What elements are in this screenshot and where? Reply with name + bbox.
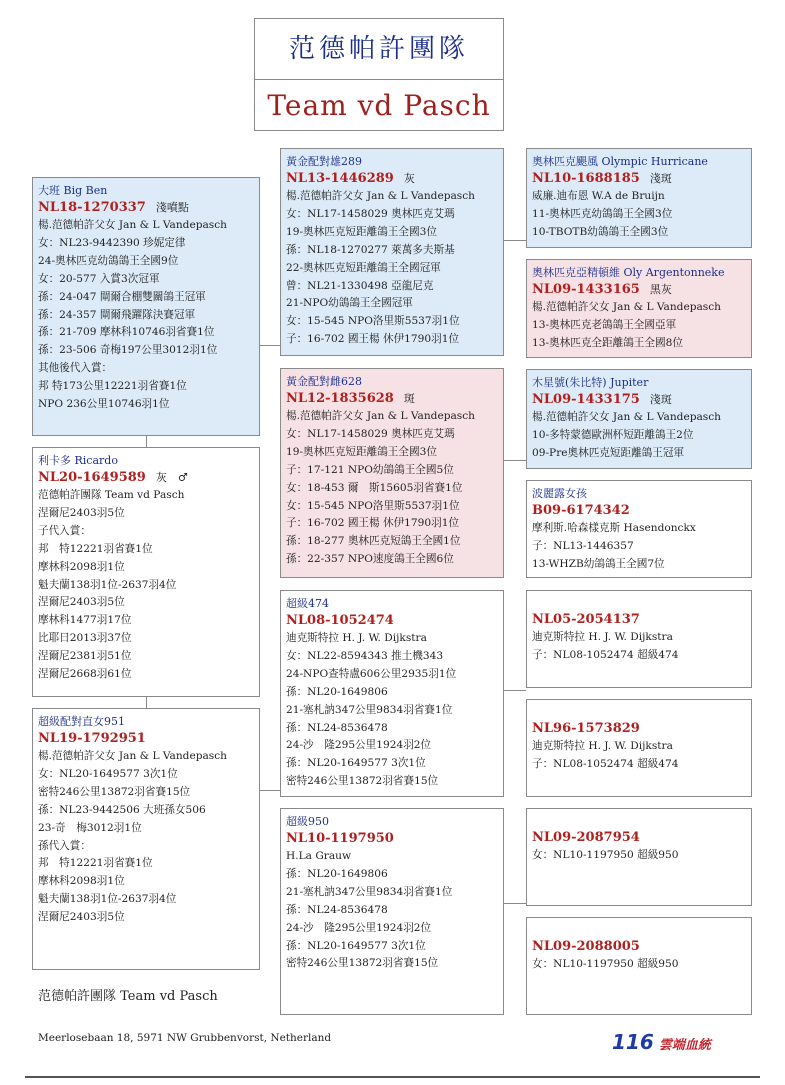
- pigeon-detail-line: 摩林科2098羽1位: [38, 875, 125, 888]
- pigeon-name: 黃金配對雌628: [286, 375, 362, 388]
- pedigree-box-super-950: [280, 808, 504, 1015]
- pigeon-name: 大班 Big Ben: [38, 184, 108, 197]
- pigeon-detail-line: 子：NL08-1052474 超級474: [532, 757, 679, 770]
- pigeon-detail-line: 迪克斯特拉 H. J. W. Dijkstra: [286, 632, 427, 644]
- pedigree-box-nl96-1573829: [526, 699, 752, 797]
- pigeon-detail-line: 涅爾尼2403羽5位: [38, 596, 125, 609]
- pigeon-detail-line: 魁夫蘭138羽1位-2637羽4位: [38, 578, 177, 591]
- pigeon-name: 波麗露女孩: [532, 487, 587, 500]
- pigeon-details: [532, 738, 746, 774]
- bottom-divider: [25, 1076, 760, 1078]
- team-title-cn: 范德帕許團隊: [255, 19, 503, 80]
- connector-line: [504, 690, 526, 691]
- pigeon-detail-line: 24-沙 隆295公里1924羽2位: [286, 921, 432, 934]
- pigeon-details: [532, 299, 746, 353]
- pigeon-detail-line: 涅爾尼2403羽5位: [38, 506, 125, 519]
- pigeon-ring: NL05-2054137: [532, 612, 640, 627]
- pedigree-box-nl09-2088005: [526, 917, 752, 1015]
- pigeon-detail-line: 女：NL10-1197950 超級950: [532, 849, 679, 861]
- pigeon-details: [38, 748, 254, 927]
- pigeon-name: 超級474: [286, 597, 329, 610]
- pedigree-box-golden-pair-289: [280, 148, 504, 356]
- pigeon-detail-line: 13-奧林匹克老鴿鴿王全國亞軍: [532, 318, 677, 331]
- pigeon-detail-line: 孫：24-047 閘爾合棚雙關鴿王冠軍: [38, 290, 206, 303]
- pigeon-name: 木星號(朱比特) Jupiter: [532, 376, 649, 389]
- pigeon-detail-line: 密特246公里13872羽省賽15位: [38, 785, 191, 798]
- pigeon-details: [38, 487, 254, 684]
- pedigree-box-super-474: [280, 590, 504, 797]
- pigeon-detail-line: 子：NL08-1052474 超級474: [532, 648, 679, 661]
- pigeon-detail-line: 比耶日2013羽37位: [38, 632, 132, 645]
- pigeon-detail-line: 楊.范德帕許父女 Jan & L Vandepasch: [38, 219, 227, 231]
- logo-text: 雲端血統: [658, 1038, 711, 1053]
- pigeon-detail-line: 孫：24-357 閘爾飛躍隊決賽冠軍: [38, 308, 196, 321]
- pedigree-box-super-pair-951: [32, 708, 260, 970]
- pigeon-detail-line: 子：16-702 國王楊 休伊1790羽1位: [286, 333, 460, 346]
- pigeon-detail-line: NPO 236公里10746羽1位: [38, 398, 170, 411]
- pedigree-box-bolero-girl: [526, 480, 752, 578]
- pigeon-name: 奧林匹克颶風 Olympic Hurricane: [532, 155, 708, 168]
- pigeon-detail-line: 孫：23-506 奇梅197公里3012羽1位: [38, 344, 218, 357]
- pigeon-detail-line: 子：17-121 NPO幼鴿鴿王全國5位: [286, 463, 454, 476]
- pigeon-detail-line: 其他後代入賞：: [38, 362, 113, 375]
- pigeon-details: [532, 409, 746, 463]
- pigeon-detail-line: 邦 特173公里12221羽省賽1位: [38, 380, 187, 393]
- pigeon-name: 黃金配對雄289: [286, 155, 362, 168]
- pigeon-detail-line: 范德帕許團隊 Team vd Pasch: [38, 489, 185, 501]
- pigeon-detail-line: 13-奧林匹克全距離鴿王全國8位: [532, 336, 683, 349]
- pigeon-detail-line: 24-NPO查特盧606公里2935羽1位: [286, 667, 457, 680]
- connector-line: [260, 790, 280, 791]
- pigeon-detail-line: 女：15-545 NPO洛里斯5537羽1位: [286, 499, 460, 512]
- connector-line: [504, 240, 526, 241]
- pigeon-detail-line: 11-奧林匹克幼鴿鴿王全國3位: [532, 207, 673, 220]
- pigeon-detail-line: 13-WHZB幼鴿鴿王全國7位: [532, 557, 665, 570]
- pigeon-detail-line: 09-Pre奧林匹克短距離鴿王冠軍: [532, 446, 685, 459]
- pigeon-detail-line: 孫：NL24-8536478: [286, 903, 388, 916]
- pigeon-detail-line: 孫：NL20-1649577 3次1位: [286, 757, 426, 770]
- pigeon-detail-line: 涅爾尼2403羽5位: [38, 911, 125, 924]
- pigeon-detail-line: 邦 特12221羽省賽1位: [38, 857, 153, 870]
- pigeon-ring: NL96-1573829: [532, 721, 640, 736]
- pigeon-detail-line: 楊.范德帕許父女 Jan & L Vandepasch: [38, 750, 227, 762]
- pedigree-box-golden-pair-628: [280, 368, 504, 578]
- pedigree-box-oly-argentonneke: [526, 259, 752, 358]
- connector-line: [504, 460, 526, 461]
- pigeon-detail-line: 孫：NL23-9442506 大班孫女506: [38, 803, 206, 816]
- pigeon-detail-line: 密特246公里13872羽省賽15位: [286, 775, 439, 788]
- pigeon-detail-line: 摩利斯.哈森樣克斯 Hasendonckx: [532, 522, 696, 534]
- footer-team-name: 范德帕許團隊 Team vd Pasch: [38, 989, 218, 1004]
- pigeon-detail-line: 10-多特蒙德歐洲杯短距離鴿王2位: [532, 428, 694, 441]
- pigeon-details: [286, 408, 498, 569]
- pigeon-ring: NL18-1270337 淺噴點: [38, 200, 189, 215]
- pigeon-detail-line: 孫：NL20-1649806: [286, 867, 388, 880]
- pigeon-ring: NL12-1835628 斑: [286, 391, 415, 406]
- pigeon-details: [286, 848, 498, 973]
- pigeon-detail-line: 孫：22-357 NPO速度鴿王全國6位: [286, 553, 454, 566]
- pigeon-detail-line: 孫：NL20-1649577 3次1位: [286, 939, 426, 952]
- pigeon-detail-line: 女：NL17-1458029 奧林匹克艾瑪: [286, 427, 455, 440]
- pigeon-detail-line: 24-奧林匹克幼鴿鴿王全國9位: [38, 254, 179, 267]
- pigeon-ring: NL09-1433165 黑灰: [532, 282, 672, 297]
- pigeon-detail-line: 女：NL23-9442390 珍妮定律: [38, 236, 186, 249]
- pigeon-details: [532, 956, 746, 974]
- pigeon-detail-line: 子：NL13-1446357: [532, 539, 634, 552]
- pigeon-ring: NL20-1649589 灰 ♂: [38, 470, 188, 485]
- team-title-en: Team vd Pasch: [267, 89, 491, 122]
- pedigree-box-nl05-2054137: [526, 590, 752, 688]
- pigeon-ring: NL09-2087954: [532, 830, 640, 845]
- pigeon-detail-line: 24-沙 隆295公里1924羽2位: [286, 739, 432, 752]
- pigeon-detail-line: 涅爾尼2668羽61位: [38, 668, 132, 681]
- connector-line: [146, 697, 147, 708]
- connector-line: [260, 345, 280, 346]
- pigeon-ring: NL08-1052474: [286, 613, 394, 628]
- pigeon-detail-line: 女：NL10-1197950 超級950: [532, 958, 679, 970]
- pigeon-detail-line: 威廉.迪布恩 W.A de Bruijn: [532, 190, 665, 202]
- pigeon-detail-line: 涅爾尼2381羽51位: [38, 650, 132, 663]
- pigeon-detail-line: 子：16-702 國王楊 休伊1790羽1位: [286, 517, 460, 530]
- pigeon-ring: NL09-2088005: [532, 939, 640, 954]
- pigeon-ring: NL13-1446289 灰: [286, 171, 415, 186]
- pigeon-detail-line: 孫：NL24-8536478: [286, 721, 388, 734]
- pigeon-detail-line: 孫：NL18-1270277 萊萬多夫斯基: [286, 243, 455, 256]
- pedigree-box-jupiter: [526, 369, 752, 469]
- pigeon-detail-line: 楊.范德帕許父女 Jan & L Vandepasch: [532, 301, 721, 313]
- logo-number: 116: [612, 1030, 654, 1054]
- pigeon-detail-line: 曾：NL21-1330498 亞龍尼克: [286, 279, 434, 292]
- pigeon-detail-line: 迪克斯特拉 H. J. W. Dijkstra: [532, 631, 673, 643]
- pigeon-details: [38, 217, 254, 414]
- pigeon-detail-line: 女：20-577 入賞3次冠軍: [38, 272, 160, 285]
- pigeon-detail-line: 邦 特12221羽省賽1位: [38, 542, 153, 555]
- pigeon-detail-line: 22-奧林匹克短距離鴿王全國冠軍: [286, 261, 441, 274]
- footer-address: Meerlosebaan 18, 5971 NW Grubbenvorst, Netherland: [38, 1032, 332, 1044]
- pedigree-box-big-ben: [32, 177, 260, 436]
- pigeon-detail-line: H.La Grauw: [286, 850, 352, 862]
- pigeon-details: [532, 847, 746, 865]
- pigeon-detail-line: 魁夫蘭138羽1位-2637羽4位: [38, 893, 177, 906]
- pigeon-ring: NL09-1433175 淺斑: [532, 392, 672, 407]
- pigeon-detail-line: 23-奇 梅3012羽1位: [38, 821, 142, 834]
- pigeon-detail-line: 21-NPO幼鴿鴿王全國冠軍: [286, 297, 413, 310]
- pigeon-detail-line: 21-塞札訥347公里9834羽省賽1位: [286, 885, 453, 898]
- site-logo[interactable]: [612, 1030, 711, 1054]
- pigeon-detail-line: 摩林科2098羽1位: [38, 560, 125, 573]
- pigeon-detail-line: 19-奧林匹克短距離鴿王全國3位: [286, 445, 437, 458]
- pigeon-details: [286, 630, 498, 791]
- pigeon-details: [286, 188, 498, 349]
- pigeon-detail-line: 10-TBOTB幼鴿鴿王全國3位: [532, 225, 669, 238]
- pigeon-detail-line: 密特246公里13872羽省賽15位: [286, 957, 439, 970]
- pigeon-detail-line: 21-塞札訥347公里9834羽省賽1位: [286, 703, 453, 716]
- pigeon-ring: B09-6174342: [532, 503, 630, 518]
- pigeon-detail-line: 楊.范德帕許父女 Jan & L Vandepasch: [532, 411, 721, 423]
- pigeon-detail-line: 摩林科1477羽17位: [38, 614, 132, 627]
- pigeon-detail-line: 女：15-545 NPO洛里斯5537羽1位: [286, 315, 460, 328]
- pedigree-box-olympic-hurricane: [526, 148, 752, 248]
- connector-line: [146, 436, 147, 447]
- pedigree-box-ricardo: [32, 447, 260, 697]
- pigeon-detail-line: 孫代入賞：: [38, 839, 91, 852]
- pigeon-detail-line: 女：18-453 爾 斯15605羽省賽1位: [286, 481, 463, 494]
- pigeon-name: 超級950: [286, 815, 329, 828]
- pigeon-detail-line: 女：NL20-1649577 3次1位: [38, 767, 178, 780]
- pigeon-detail-line: 孫：18-277 奧林匹克短鴿王全國1位: [286, 535, 461, 548]
- pigeon-name: 利卡多 Ricardo: [38, 454, 118, 467]
- pedigree-header: [254, 18, 504, 131]
- pigeon-name: 奧林匹克亞精頓維 Oly Argentonneke: [532, 266, 725, 279]
- pigeon-ring: NL10-1688185 淺斑: [532, 171, 672, 186]
- pigeon-detail-line: 孫：NL20-1649806: [286, 685, 388, 698]
- pigeon-detail-line: 子代入賞：: [38, 524, 91, 537]
- pigeon-detail-line: 楊.范德帕許父女 Jan & L Vandepasch: [286, 190, 475, 202]
- pigeon-details: [532, 188, 746, 242]
- pigeon-name: 超級配對直女951: [38, 715, 125, 728]
- pigeon-detail-line: 女：NL22-8594343 推土機343: [286, 649, 444, 662]
- pedigree-box-nl09-2087954: [526, 808, 752, 906]
- pigeon-detail-line: 楊.范德帕許父女 Jan & L Vandepasch: [286, 410, 475, 422]
- pigeon-details: [532, 520, 746, 574]
- connector-line: [504, 903, 526, 904]
- pigeon-detail-line: 迪克斯特拉 H. J. W. Dijkstra: [532, 740, 673, 752]
- pigeon-details: [532, 629, 746, 665]
- pigeon-ring: NL19-1792951: [38, 731, 146, 746]
- pigeon-ring: NL10-1197950: [286, 831, 394, 846]
- pigeon-detail-line: 孫：21-709 摩林科10746羽省賽1位: [38, 326, 215, 339]
- pigeon-detail-line: 19-奧林匹克短距離鴿王全國3位: [286, 225, 437, 238]
- pigeon-detail-line: 女：NL17-1458029 奧林匹克艾瑪: [286, 207, 455, 220]
